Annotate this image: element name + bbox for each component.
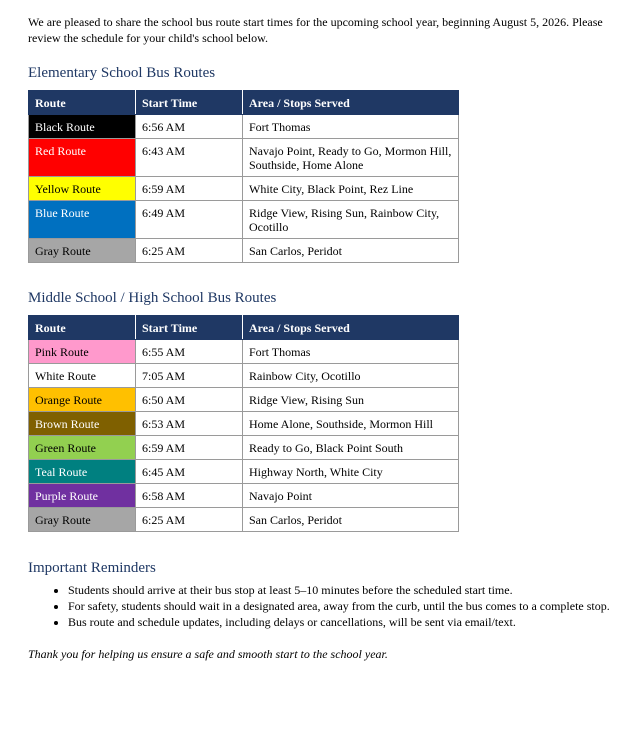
start-time-cell: 6:43 AM	[136, 139, 243, 177]
route-cell: Gray Route	[29, 508, 136, 532]
route-cell: Red Route	[29, 139, 136, 177]
elementary-routes-table	[28, 90, 459, 263]
table-row	[29, 388, 459, 412]
table-row	[29, 484, 459, 508]
start-time-cell: 6:45 AM	[136, 460, 243, 484]
route-cell: Gray Route	[29, 239, 136, 263]
route-cell: White Route	[29, 364, 136, 388]
table-row	[29, 115, 459, 139]
start-time-cell: 6:50 AM	[136, 388, 243, 412]
reminder-item: • Students should arrive at their bus stop at least 5–10 minutes before the scheduled start time.	[68, 583, 628, 597]
area-cell: Navajo Point, Ready to Go, Mormon Hill, Southside, Home Alone	[243, 139, 459, 177]
header-area: Area / Stops Served	[243, 91, 459, 115]
start-time-cell: 6:49 AM	[136, 201, 243, 239]
route-cell: Black Route	[29, 115, 136, 139]
start-time-cell: 6:25 AM	[136, 508, 243, 532]
area-cell: White City, Black Point, Rez Line	[243, 177, 459, 201]
table-row	[29, 340, 459, 364]
elementary-heading: Elementary School Bus Routes	[28, 65, 216, 81]
start-time-cell: 6:58 AM	[136, 484, 243, 508]
table-header-row	[29, 316, 459, 340]
route-cell: Brown Route	[29, 412, 136, 436]
start-time-cell: 6:53 AM	[136, 412, 243, 436]
start-time-cell: 6:55 AM	[136, 340, 243, 364]
area-cell: Navajo Point	[243, 484, 459, 508]
reminder-item: • Bus route and schedule updates, including delays or cancellations, will be sent via email/text.	[68, 615, 628, 629]
area-cell: San Carlos, Peridot	[243, 239, 459, 263]
header-start-time: Start Time	[136, 91, 243, 115]
area-cell: Fort Thomas	[243, 340, 459, 364]
route-cell: Orange Route	[29, 388, 136, 412]
area-cell: Ready to Go, Black Point South	[243, 436, 459, 460]
reminders-heading: Important Reminders	[28, 560, 156, 576]
area-cell: Ridge View, Rising Sun	[243, 388, 459, 412]
route-cell: Yellow Route	[29, 177, 136, 201]
closing-note: Thank you for helping us ensure a safe and smooth start to the school year.	[28, 647, 388, 661]
area-cell: Rainbow City, Ocotillo	[243, 364, 459, 388]
header-start-time: Start Time	[136, 316, 243, 340]
reminder-item: • For safety, students should wait in a designated area, away from the curb, until the bus comes to a complete stop.	[68, 599, 628, 613]
start-time-cell: 7:05 AM	[136, 364, 243, 388]
table-row	[29, 508, 459, 532]
header-route: Route	[29, 91, 136, 115]
start-time-cell: 6:25 AM	[136, 239, 243, 263]
middle-high-heading: Middle School / High School Bus Routes	[28, 290, 277, 306]
table-row	[29, 177, 459, 201]
route-cell: Green Route	[29, 436, 136, 460]
table-row	[29, 239, 459, 263]
document-page	[28, 14, 628, 662]
table-row	[29, 139, 459, 177]
header-area: Area / Stops Served	[243, 316, 459, 340]
area-cell: Home Alone, Southside, Mormon Hill	[243, 412, 459, 436]
route-cell: Pink Route	[29, 340, 136, 364]
route-cell: Purple Route	[29, 484, 136, 508]
start-time-cell: 6:56 AM	[136, 115, 243, 139]
area-cell: San Carlos, Peridot	[243, 508, 459, 532]
start-time-cell: 6:59 AM	[136, 436, 243, 460]
area-cell: Ridge View, Rising Sun, Rainbow City, Ocotillo	[243, 201, 459, 239]
route-cell: Teal Route	[29, 460, 136, 484]
table-row	[29, 460, 459, 484]
table-row	[29, 436, 459, 460]
middle-high-routes-table	[28, 315, 459, 532]
header-route: Route	[29, 316, 136, 340]
reminders-list	[28, 583, 628, 629]
area-cell: Highway North, White City	[243, 460, 459, 484]
table-row	[29, 201, 459, 239]
area-cell: Fort Thomas	[243, 115, 459, 139]
start-time-cell: 6:59 AM	[136, 177, 243, 201]
table-row	[29, 412, 459, 436]
route-cell: Blue Route	[29, 201, 136, 239]
intro-paragraph: We are pleased to share the school bus route start times for the upcoming school year, beginning August 5, 2026. Please review the schedule for your child's school below.	[28, 15, 603, 45]
table-header-row	[29, 91, 459, 115]
table-row	[29, 364, 459, 388]
